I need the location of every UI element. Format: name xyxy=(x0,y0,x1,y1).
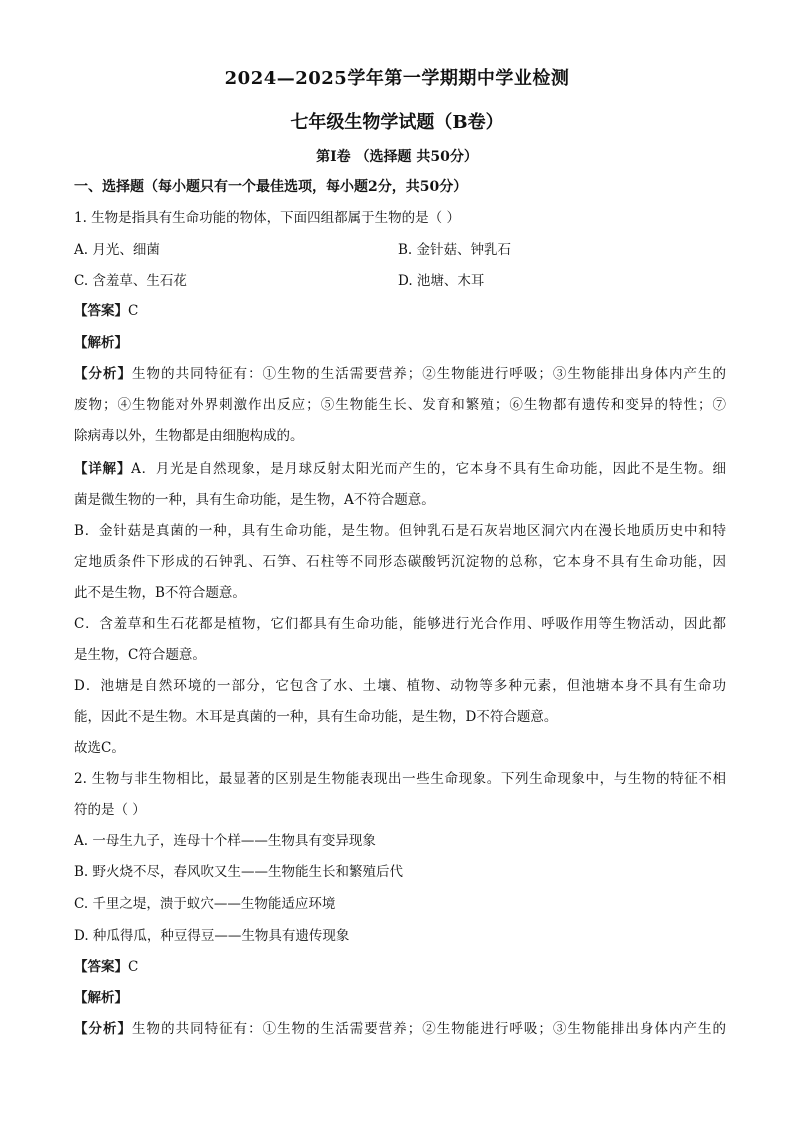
q2-option-b: B. 野火烧不尽，春风吹又生——生物能生长和繁殖后代 xyxy=(74,864,404,880)
fenxi-text: 生物的共同特征有：①生物的生活需要营养；②生物能进行呼吸；③生物能排出身体内产生的 xyxy=(132,366,727,382)
q1-option-b: B. 金针菇、钟乳石 xyxy=(398,242,512,258)
q1-option-c: C. 含羞草、生石花 xyxy=(74,273,187,289)
q1-fenxi-line2: 废物；④生物能对外界刺激作出反应；⑤生物能生长、发育和繁殖；⑥生物都有遗传和变异的特性；⑦ xyxy=(74,397,726,413)
exam-subtitle: 七年级生物学试题（B卷） xyxy=(290,112,504,133)
q1-option-a: A. 月光、细菌 xyxy=(74,242,160,258)
exam-title: 2024—2025学年第一学期期中学业检测 xyxy=(224,68,570,89)
q1-detail-line3: B．金针菇是真菌的一种，具有生命功能，是生物。但钟乳石是石灰岩地区洞穴内在漫长地质历史中和特 xyxy=(74,523,726,539)
q1-detail-line6: C．含羞草和生石花都是植物，它们都具有生命功能，能够进行光合作用、呼吸作用等生物活动，因此都 xyxy=(74,616,726,632)
q2-fenxi-line1 xyxy=(74,1019,726,1039)
q1-fenxi-line1 xyxy=(74,364,726,384)
q2-stem-line2: 符的是（ ） xyxy=(74,802,146,818)
q1-options-row1 xyxy=(74,240,726,260)
section-heading: 一、选择题（每小题只有一个最佳选项，每小题2分，共50分） xyxy=(74,179,468,195)
part-heading: 第Ⅰ卷 （选择题 共50分） xyxy=(316,149,478,165)
q1-fenxi-line3: 除病毒以外，生物都是由细胞构成的。 xyxy=(74,428,304,444)
q1-detail-line7: 是生物，C符合题意。 xyxy=(74,647,206,663)
q2-analysis-tag xyxy=(74,988,726,1008)
q2-stem-line1: 2. 生物与非生物相比，最显著的区别是生物能表现出一些生命现象。下列生命现象中，与生物的特征不相 xyxy=(74,771,726,787)
q2-option-a: A. 一母生九子，连母十个样——生物具有变异现象 xyxy=(74,833,376,849)
q2-answer xyxy=(74,957,726,977)
answer-value: C xyxy=(128,303,139,319)
q1-analysis-tag xyxy=(74,333,726,353)
q1-detail-line8: D．池塘是自然环境的一部分，它包含了水、土壤、植物、动物等多种元素，但池塘本身不具有生命功 xyxy=(74,678,726,694)
q2-option-c: C. 千里之堤，溃于蚁穴——生物能适应环境 xyxy=(74,896,336,912)
detail-text: A．月光是自然现象，是月球反射太阳光而产生的，它本身不具有生命功能，因此不是生物。细 xyxy=(131,461,727,477)
q1-options-row2 xyxy=(74,271,726,291)
detail-tag: 【详解】 xyxy=(74,461,132,477)
analysis-tag: 【解析】 xyxy=(74,335,128,351)
analysis-tag: 【解析】 xyxy=(74,990,128,1006)
q1-detail-line2: 菌是微生物的一种，具有生命功能，是生物，A不符合题意。 xyxy=(74,492,435,508)
q1-option-d: D. 池塘、木耳 xyxy=(398,273,485,289)
q2-option-d: D. 种瓜得瓜，种豆得豆——生物具有遗传现象 xyxy=(74,928,350,944)
answer-value: C xyxy=(128,959,139,975)
fenxi-text: 生物的共同特征有：①生物的生活需要营养；②生物能进行呼吸；③生物能排出身体内产生的 xyxy=(132,1021,727,1037)
q1-detail-line5: 此不是生物，B不符合题意。 xyxy=(74,585,246,601)
q1-detail-line9: 能，因此不是生物。木耳是真菌的一种，具有生命功能，是生物，D不符合题意。 xyxy=(74,709,558,725)
q1-detail-line4: 定地质条件下形成的石钟乳、石笋、石柱等不同形态碳酸钙沉淀物的总称，它本身不具有生命功能，因 xyxy=(74,554,726,570)
fenxi-tag: 【分析】 xyxy=(74,366,133,382)
answer-tag: 【答案】 xyxy=(74,303,128,319)
q1-stem: 1. 生物是指具有生命功能的物体，下面四组都属于生物的是（ ） xyxy=(74,210,460,226)
q1-answer xyxy=(74,301,726,321)
q1-conclusion: 故选C。 xyxy=(74,740,125,756)
q1-detail-line1 xyxy=(74,459,726,479)
answer-tag: 【答案】 xyxy=(74,959,128,975)
fenxi-tag: 【分析】 xyxy=(74,1021,133,1037)
